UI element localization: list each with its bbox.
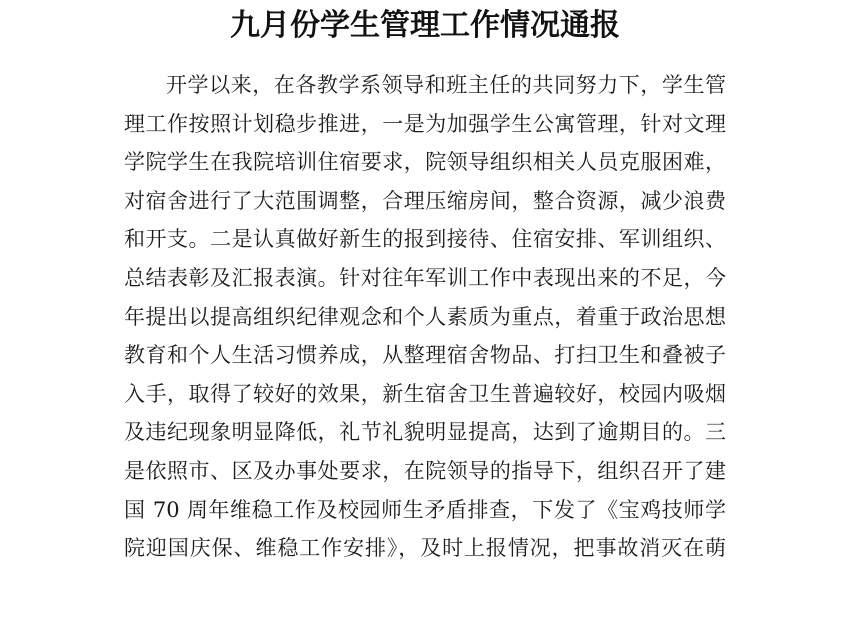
body-line-1: 开学以来，在各教学系领导和班主任的共同努力下，学生管 [166,73,726,97]
document-title: 九月份学生管理工作情况通报 [230,8,620,43]
body-line-5: 和开支。二是认真做好新生的报到接待、住宿安排、军训组织、 [124,227,726,252]
body-line-4: 对宿舍进行了大范围调整，合理压缩房间，整合资源，减少浪费 [124,188,726,213]
document-body [124,66,726,568]
body-line-10: 及违纪现象明显降低，礼节礼貌明显提高，达到了逾期目的。三 [124,420,726,445]
body-line-8: 教育和个人生活习惯养成，从整理宿舍物品、打扫卫生和叠被子 [124,343,726,368]
body-line-9: 入手，取得了较好的效果，新生宿舍卫生普遍较好，校园内吸烟 [124,381,726,406]
body-line-12: 国 70 周年维稳工作及校园师生矛盾排查，下发了《宝鸡技师学 [124,497,726,522]
body-line-13: 院迎国庆保、维稳工作安排》，及时上报情况，把事故消灭在萌 [124,536,726,561]
body-line-2: 理工作按照计划稳步推进，一是为加强学生公寓管理，针对文理 [124,111,726,136]
body-line-11: 是依照市、区及办事处要求，在院领导的指导下，组织召开了建 [124,458,726,483]
body-line-3: 学院学生在我院培训住宿要求，院领导组织相关人员克服困难， [124,150,726,175]
body-line-6: 总结表彰及汇报表演。针对往年军训工作中表现出来的不足，今 [124,265,726,290]
body-line-7: 年提出以提高组织纪律观念和个人素质为重点，着重于政治思想 [124,304,726,329]
